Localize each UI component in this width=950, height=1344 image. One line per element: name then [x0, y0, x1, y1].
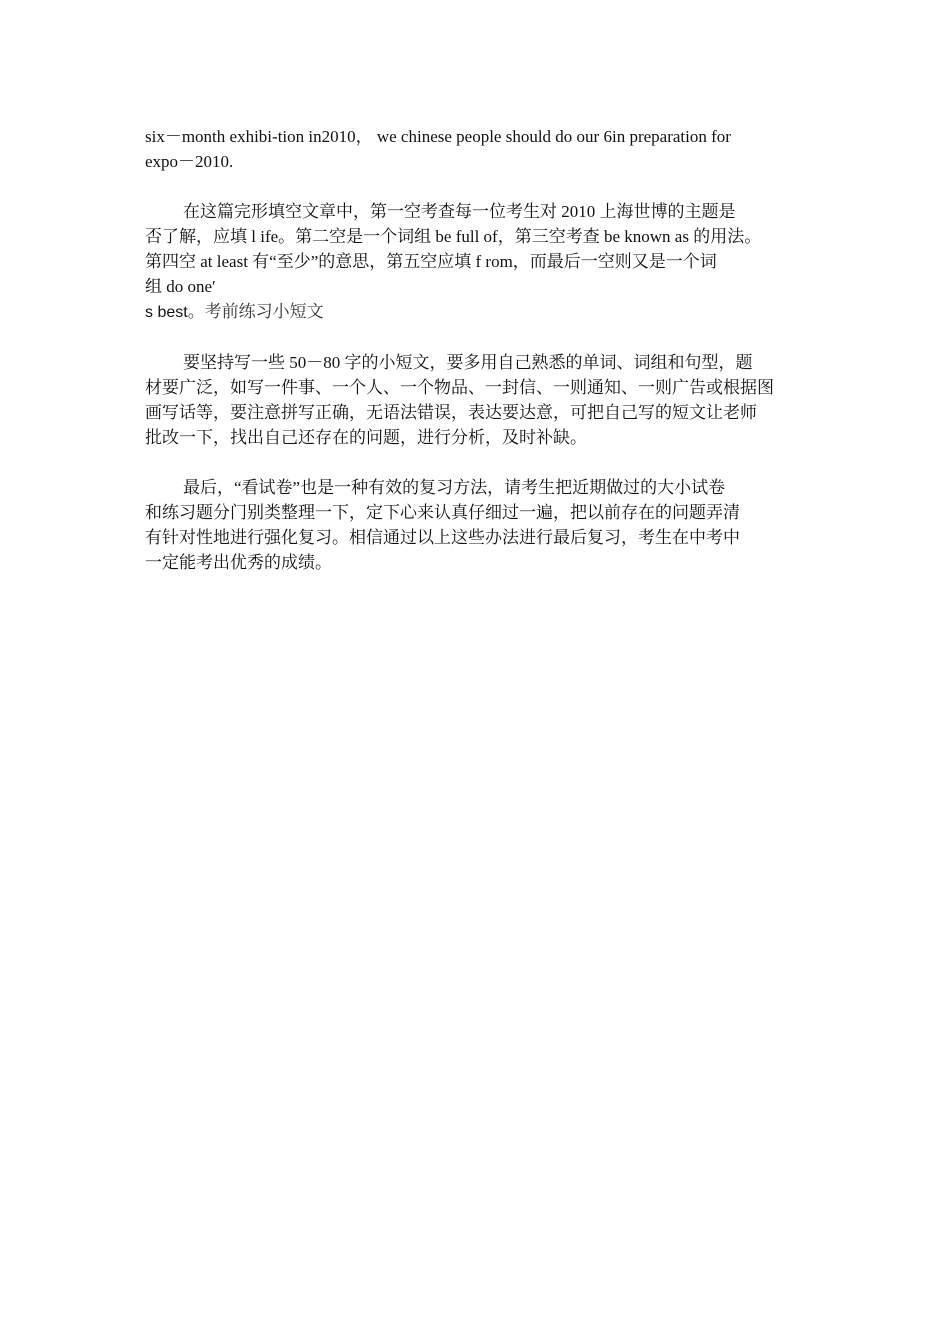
- text-line: 和练习题分门别类整理一下，定下心来认真仔细过一遍，把以前存在的问题弄清: [145, 503, 740, 522]
- text-line: six－month exhibi-tion in2010， we chinese people should do our 6in preparation for: [145, 127, 731, 146]
- paragraph-review-papers: [145, 475, 807, 575]
- text-line: 最后，“看试卷”也是一种有效的复习方法，请考生把近期做过的大小试卷: [183, 478, 726, 497]
- text-line: 要坚持写一些 50－80 字的小短文，要多用自己熟悉的单词、词组和句型，题: [183, 353, 753, 372]
- text-line: 在这篇完形填空文章中，第一空考查每一位考生对 2010 上海世博的主题是: [183, 202, 736, 221]
- text-fragment: s best: [145, 304, 188, 321]
- paragraph-cloze-analysis: [145, 199, 807, 325]
- document-body: [145, 124, 807, 600]
- section-heading: 。考前练习小短文: [187, 302, 324, 321]
- text-line: 第四空 at least 有“至少”的意思，第五空应填 f rom，而最后一空则又是一个词: [145, 252, 717, 271]
- text-line: 材要广泛，如写一件事、一个人、一个物品、一封信、一则通知、一则广告或根据图: [145, 378, 774, 397]
- text-line: 画写话等，要注意拼写正确，无语法错误，表达要达意，可把自己写的短文让老师: [145, 403, 757, 422]
- paragraph-expo-sentence: [145, 124, 807, 174]
- text-line: 否了解，应填 l ife。第二空是一个词组 be full of，第三空考查 be known as 的用法。: [145, 227, 762, 246]
- paragraph-short-essay-practice: [145, 350, 807, 450]
- text-line: 批改一下，找出自己还存在的问题，进行分析，及时补缺。: [145, 428, 587, 447]
- text-line: 有针对性地进行强化复习。相信通过以上这些办法进行最后复习，考生在中考中: [145, 528, 740, 547]
- text-line-with-heading: [145, 299, 807, 325]
- text-line: 一定能考出优秀的成绩。: [145, 553, 332, 572]
- text-line: 组 do one′: [145, 277, 216, 296]
- text-line: expo－2010.: [145, 152, 234, 171]
